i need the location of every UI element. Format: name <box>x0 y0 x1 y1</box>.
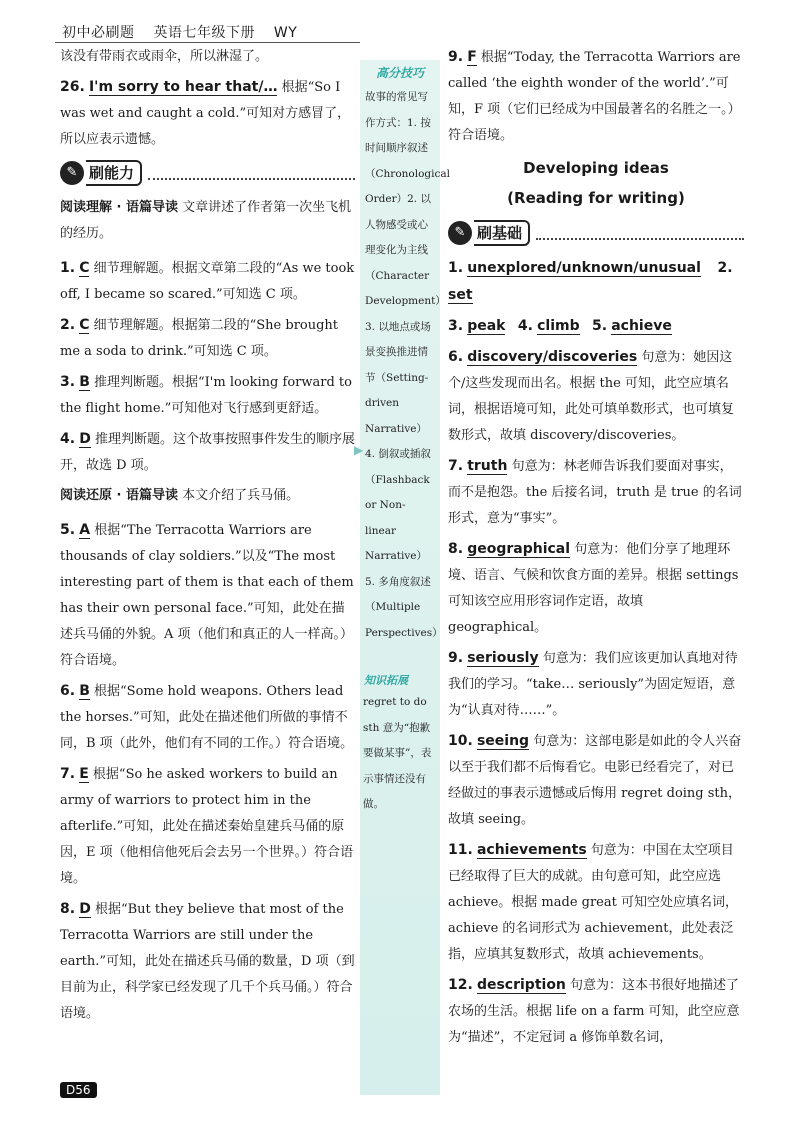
item-answer: C <box>79 317 90 333</box>
item-number: 1. <box>60 260 76 276</box>
item-number: 12. <box>448 977 473 993</box>
item-number: 2. <box>60 317 76 333</box>
item-answer: E <box>79 766 89 782</box>
answer-item <box>448 972 744 1051</box>
section-label: 刷能力 <box>86 160 142 186</box>
item-answer: A <box>79 522 91 538</box>
item-answer: D <box>79 431 91 447</box>
knowledge-text: regret to do sth 意为“抱歉要做某事”，表示事情还没有做。 <box>363 696 432 810</box>
item-answer: achievements <box>476 842 587 858</box>
answer-item <box>60 426 355 479</box>
answer-item <box>448 728 744 833</box>
item-answer: description <box>476 977 566 993</box>
answer-item <box>448 645 744 724</box>
answer-item <box>60 255 355 308</box>
item-number: 6. <box>60 683 76 699</box>
answer-item <box>60 369 355 422</box>
item-answer: truth <box>467 458 508 474</box>
item-number: 5. <box>592 318 608 334</box>
tips-sidebar <box>360 60 450 1095</box>
item-number: 26. <box>60 79 85 95</box>
tips-title: 高分技巧 <box>375 66 424 80</box>
item-answer: B <box>79 683 90 699</box>
item-answer: geographical <box>467 541 571 557</box>
item-explanation: 句意为：这本书很好地描述了农场的生活。根据 life on a farm 可知，此空应意为“描述”，不定冠词 a 修饰单数名词， <box>448 978 740 1045</box>
reading-guide-2 <box>60 483 355 509</box>
item-number: 4. <box>517 318 533 334</box>
left-column <box>60 44 355 1031</box>
section-label: 刷基础 <box>474 220 530 246</box>
item-explanation: 细节理解题。根据第二段的“She brought me a soda to drink.”可知选 C 项。 <box>60 318 339 359</box>
page-header <box>62 22 311 42</box>
item-explanation: 句意为：中国在太空项目已经取得了巨大的成就。由句意可知，此空应选 achieve。根据 made great 可知空处应填名词，achieve 的名词形式为 achievement，此处表泛指，应填其复数形式，故填 achievements。 <box>448 843 738 962</box>
answer-item <box>448 344 744 449</box>
item-answer: I'm sorry to hear that/… <box>88 79 278 95</box>
answer-item <box>448 453 744 532</box>
right-column <box>448 44 744 1055</box>
item-number: 11. <box>448 842 473 858</box>
item-number: 1. <box>448 260 464 276</box>
reading-guide-1 <box>60 195 355 247</box>
pencil-icon: ✎ <box>448 221 472 245</box>
item-explanation: 句意为：我们应该更加认真地对待我们的学习。“take… seriously”为固定短语，意为“认真对待……”。 <box>448 651 738 718</box>
item-answer: unexplored/unknown/unusual <box>467 260 701 276</box>
item-number: 7. <box>60 766 76 782</box>
item-number: 8. <box>60 901 76 917</box>
answer-item-26 <box>60 74 355 153</box>
page-number: D56 <box>60 1082 97 1098</box>
answer-item <box>60 517 355 674</box>
section-subheading: (Reading for writing) <box>507 189 685 207</box>
item-number: 3. <box>448 318 464 334</box>
header-divider <box>55 42 360 43</box>
answer-item <box>60 312 355 365</box>
item-number: 7. <box>448 458 464 474</box>
section-badge-nengli <box>60 159 355 187</box>
continued-text: 该没有带雨衣或雨伞，所以淋湿了。 <box>60 49 269 64</box>
item-explanation: 根据“So he asked workers to build an army of warriors to protect him in the afterlife.”可知，此处在描述秦始皇建兵马俑的原因，E 项（他相信他死后会去另一个世界。）符合语境。 <box>60 767 354 886</box>
item-explanation: 根据“But they believe that most of the Terracotta Warriors are still under the earth.”可知，此处在描述兵马俑的数量，D 项（到目前为止，科学家已经发现了几千个兵马俑。）符合语境。 <box>60 902 355 1021</box>
answer-item <box>60 761 355 892</box>
item-number: 4. <box>60 431 76 447</box>
guide-label: 阅读还原 · 语篇导读 <box>60 488 178 503</box>
answer-line-1 <box>448 255 744 309</box>
answer-item-9 <box>448 44 744 149</box>
item-explanation: 句意为：这部电影是如此的令人兴奋以至于我们都不后悔看它。电影已经看完了，对已经做过的事表示遗憾或后悔用 regret doing sth，故填 seeing。 <box>448 734 742 827</box>
answer-line-2 <box>448 313 744 340</box>
dotted-divider <box>148 166 355 180</box>
item-number: 6. <box>448 349 464 365</box>
item-explanation: 细节理解题。根据文章第二段的“As we took off, I became so scared.”可知选 C 项。 <box>60 261 355 302</box>
item-explanation: 根据“Some hold weapons. Others lead the horses.”可知，此处在描述他们所做的事情不同，B 项（此外，他们有不同的工作。）符合语境。 <box>60 684 354 751</box>
answer-item <box>60 678 355 757</box>
item-answer: F <box>467 49 477 65</box>
item-answer: seeing <box>476 733 530 749</box>
item-explanation: 推理判断题。这个故事按照事件发生的顺序展开，故选 D 项。 <box>60 432 355 473</box>
item-answer: peak <box>467 318 506 334</box>
dotted-divider <box>536 226 744 240</box>
section-badge-jichu <box>448 219 744 247</box>
answer-item <box>60 896 355 1027</box>
series-title: 初中必刷题 <box>62 25 135 41</box>
guide-text: 本文介绍了兵马俑。 <box>182 488 300 503</box>
item-explanation: 句意为：她因这个/这些发现而出名。根据 the 可知，此空应填名词，根据语境可知，此处可填单数形式，也可填复数形式，故填 discovery/discoveries。 <box>448 350 735 443</box>
item-number: 8. <box>448 541 464 557</box>
item-number: 9. <box>448 650 464 666</box>
item-explanation: 根据“So I was wet and caught a cold.”可知对方感冒了，所以应表示遗憾。 <box>60 80 351 147</box>
item-number: 5. <box>60 522 76 538</box>
item-answer: climb <box>537 318 580 334</box>
item-number: 10. <box>448 733 473 749</box>
item-explanation: 根据“The Terracotta Warriors are thousands of clay soldiers.”以及“The most interesting part of them is that each of them has their own personal face.”可知，此处在描述兵马俑的外貌。A 项（他们和真正的人一样高。）符合语境。 <box>60 523 354 668</box>
guide-label: 阅读理解 · 语篇导读 <box>60 200 178 215</box>
edition-label: WY <box>273 25 298 41</box>
item-answer: seriously <box>467 650 539 666</box>
item-answer: C <box>79 260 90 276</box>
item-explanation: 推理判断题。根据“I'm looking forward to the flight home.”可知他对飞行感到更舒适。 <box>60 375 352 416</box>
item-answer: discovery/discoveries <box>467 349 638 365</box>
answer-item <box>448 837 744 968</box>
item-explanation: 句意为：林老师告诉我们要面对事实，而不是抱怨。the 后接名词，truth 是 true 的名词形式，意为“事实”。 <box>448 459 742 526</box>
item-number: 3. <box>60 374 76 390</box>
item-explanation: 根据“Today, the Terracotta Warriors are called ‘the eighth wonder of the world’.”可知，F 项（它们已经成为中国最著名的名胜之一。）符合语境。 <box>448 50 741 143</box>
item-explanation: 句意为：他们分享了地理环境、语言、气候和饮食方面的差异。根据 settings 可知该空应用形容词作定语，故填 geographical。 <box>448 542 739 635</box>
answer-item <box>448 536 744 641</box>
item-answer: achieve <box>611 318 672 334</box>
section-heading: Developing ideas <box>523 159 669 177</box>
item-answer: B <box>79 374 90 390</box>
item-number: 9. <box>448 49 464 65</box>
subject-title: 英语七年级下册 <box>153 25 255 41</box>
tips-text: 故事的常见写作方式：1. 按时间顺序叙述（Chronological Order）2. 以人物感受或心理变化为主线（Character Development）3. 以地点或场景变换推进情节（Setting-driven Narrative）4. 倒叙或插叙（Flashback or Non-linear Narrative）5. 多角度叙述（Multiple Perspectives） <box>365 91 450 639</box>
pointer-arrow-icon: ▶ <box>354 443 364 457</box>
item-number: 2. <box>717 260 733 276</box>
item-answer: D <box>79 901 91 917</box>
item-answer: set <box>448 287 473 303</box>
guide-text: 文章讲述了作者第一次坐飞机的经历。 <box>60 200 352 241</box>
knowledge-title: 知识拓展 <box>364 674 408 687</box>
pencil-icon: ✎ <box>60 161 84 185</box>
